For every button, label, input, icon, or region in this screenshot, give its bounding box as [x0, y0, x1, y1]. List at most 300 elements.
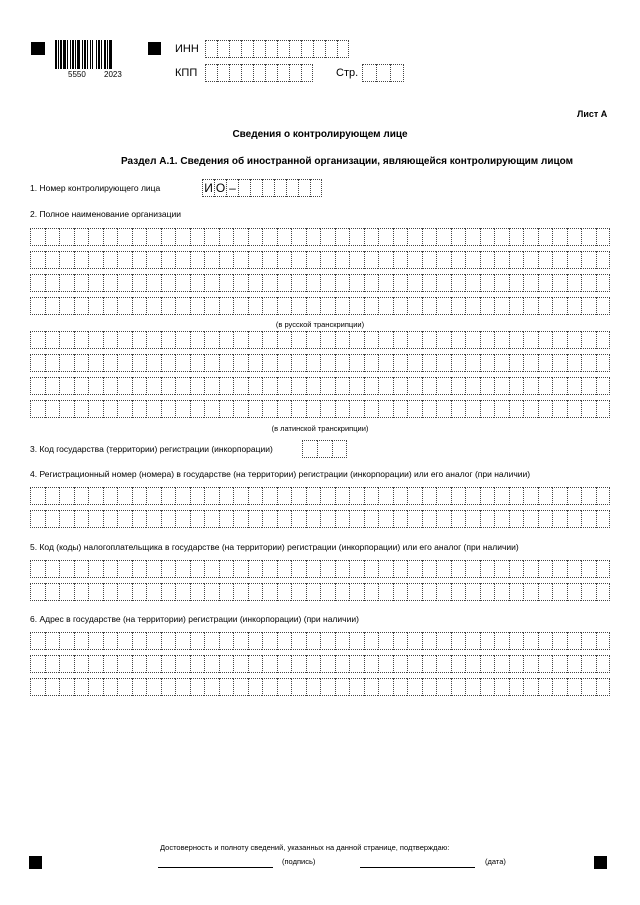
input-cell[interactable] [335, 297, 350, 315]
input-cell[interactable] [262, 179, 274, 197]
input-cell[interactable] [277, 632, 292, 650]
input-cell[interactable] [219, 487, 234, 505]
input-cell[interactable] [190, 655, 205, 673]
input-cell[interactable] [291, 228, 306, 246]
input-cell[interactable] [349, 377, 364, 395]
input-cell[interactable] [219, 354, 234, 372]
input-cell[interactable] [132, 331, 147, 349]
input-cell[interactable] [248, 560, 263, 578]
input-cell[interactable] [596, 228, 611, 246]
input-cell[interactable] [523, 228, 538, 246]
input-cell[interactable] [422, 560, 437, 578]
input-cell[interactable] [306, 400, 321, 418]
input-cell[interactable] [175, 354, 190, 372]
input-cell[interactable] [436, 583, 451, 601]
input-cell[interactable] [117, 560, 132, 578]
input-cell[interactable] [103, 655, 118, 673]
input-cell[interactable] [248, 297, 263, 315]
input-cell[interactable] [596, 354, 611, 372]
input-cell[interactable] [233, 228, 248, 246]
input-cell[interactable] [320, 678, 335, 696]
input-cell[interactable] [320, 632, 335, 650]
input-cell[interactable] [349, 331, 364, 349]
input-cell[interactable] [204, 655, 219, 673]
input-cell[interactable] [378, 632, 393, 650]
input-cell[interactable] [335, 583, 350, 601]
input-cell[interactable] [30, 354, 45, 372]
input-cell[interactable] [335, 354, 350, 372]
input-cell[interactable] [581, 377, 596, 395]
input-cell[interactable] [480, 354, 495, 372]
input-cell[interactable] [306, 228, 321, 246]
input-cell[interactable] [233, 583, 248, 601]
input-cell[interactable] [465, 678, 480, 696]
input-cell[interactable] [30, 632, 45, 650]
input-cell[interactable] [451, 400, 466, 418]
input-cell[interactable] [335, 400, 350, 418]
input-cell[interactable] [45, 331, 60, 349]
input-cell[interactable] [248, 510, 263, 528]
input-cell[interactable] [132, 354, 147, 372]
input-cell[interactable] [523, 354, 538, 372]
input-cell[interactable] [233, 632, 248, 650]
input-cell[interactable] [451, 251, 466, 269]
input-cell[interactable] [175, 297, 190, 315]
input-cell[interactable] [393, 560, 408, 578]
input-cell[interactable] [45, 487, 60, 505]
input-cell[interactable] [509, 632, 524, 650]
input-cell[interactable] [364, 655, 379, 673]
input-cell[interactable] [320, 297, 335, 315]
grid-row[interactable] [30, 583, 610, 601]
input-cell[interactable] [480, 377, 495, 395]
input-cell[interactable] [320, 228, 335, 246]
input-cell[interactable] [291, 400, 306, 418]
input-cell[interactable] [250, 179, 262, 197]
input-cell[interactable] [552, 583, 567, 601]
input-cell[interactable] [581, 251, 596, 269]
input-cell[interactable] [45, 655, 60, 673]
input-cell[interactable] [436, 297, 451, 315]
input-cell[interactable] [407, 377, 422, 395]
input-cell[interactable] [494, 251, 509, 269]
input-cell[interactable] [229, 40, 241, 58]
input-cell[interactable] [262, 377, 277, 395]
input-cell[interactable] [219, 510, 234, 528]
input-cell[interactable] [494, 678, 509, 696]
input-cell[interactable] [364, 297, 379, 315]
input-cell[interactable] [74, 655, 89, 673]
input-cell[interactable] [291, 251, 306, 269]
input-cell[interactable] [567, 655, 582, 673]
input-cell[interactable] [306, 377, 321, 395]
input-cell[interactable] [233, 377, 248, 395]
input-cell[interactable] [422, 297, 437, 315]
input-cell[interactable] [538, 228, 553, 246]
input-cell[interactable] [422, 377, 437, 395]
input-cell[interactable] [436, 354, 451, 372]
input-cell[interactable] [74, 560, 89, 578]
input-cell[interactable] [436, 400, 451, 418]
input-cell[interactable] [390, 64, 404, 82]
input-cell[interactable] [581, 655, 596, 673]
input-cell[interactable] [306, 274, 321, 292]
input-cell[interactable] [146, 331, 161, 349]
input-cell[interactable] [132, 583, 147, 601]
input-cell[interactable] [494, 560, 509, 578]
input-cell[interactable] [465, 632, 480, 650]
input-cell[interactable] [523, 297, 538, 315]
input-cell[interactable] [219, 632, 234, 650]
input-cell[interactable] [175, 331, 190, 349]
input-cell[interactable] [567, 377, 582, 395]
input-cell[interactable] [349, 297, 364, 315]
grid-row[interactable] [30, 274, 610, 292]
input-cell[interactable] [30, 560, 45, 578]
input-cell[interactable] [248, 487, 263, 505]
grid-row[interactable] [30, 251, 610, 269]
input-cell[interactable] [538, 632, 553, 650]
input-cell[interactable] [190, 510, 205, 528]
input-cell[interactable] [117, 583, 132, 601]
input-cell[interactable] [364, 251, 379, 269]
input-cell[interactable] [581, 274, 596, 292]
input-cell[interactable] [393, 632, 408, 650]
input-cell[interactable] [262, 487, 277, 505]
input-cell[interactable] [436, 487, 451, 505]
input-cell[interactable] [436, 377, 451, 395]
input-cell[interactable] [103, 632, 118, 650]
input-cell[interactable] [277, 274, 292, 292]
input-cell[interactable] [538, 678, 553, 696]
input-cell[interactable] [45, 297, 60, 315]
input-cell[interactable] [552, 297, 567, 315]
input-cell[interactable] [480, 678, 495, 696]
input-cell[interactable] [146, 487, 161, 505]
grid-row[interactable] [30, 560, 610, 578]
input-cell[interactable] [335, 560, 350, 578]
input-cell[interactable] [436, 274, 451, 292]
input-cell[interactable] [132, 251, 147, 269]
input-cell[interactable] [175, 487, 190, 505]
input-cell[interactable] [146, 583, 161, 601]
input-cell[interactable] [552, 487, 567, 505]
input-cell[interactable] [436, 228, 451, 246]
input-cell[interactable] [262, 510, 277, 528]
input-cell[interactable] [509, 560, 524, 578]
input-cell[interactable] [378, 583, 393, 601]
input-cell[interactable] [349, 487, 364, 505]
input-cell[interactable] [523, 510, 538, 528]
input-cell[interactable] [538, 655, 553, 673]
input-cell[interactable] [552, 331, 567, 349]
input-cell[interactable] [161, 331, 176, 349]
input-cell[interactable] [465, 274, 480, 292]
input-cell[interactable] [59, 354, 74, 372]
input-cell[interactable] [378, 655, 393, 673]
input-cell[interactable] [274, 179, 286, 197]
input-cell[interactable] [407, 331, 422, 349]
input-cell[interactable] [291, 510, 306, 528]
input-cell[interactable] [248, 228, 263, 246]
input-cell[interactable] [436, 251, 451, 269]
input-cell[interactable] [161, 400, 176, 418]
input-cell[interactable] [451, 632, 466, 650]
input-cell[interactable] [289, 64, 301, 82]
input-cell[interactable] [538, 377, 553, 395]
input-cell[interactable] [103, 297, 118, 315]
input-cell[interactable] [204, 297, 219, 315]
input-cell[interactable] [190, 297, 205, 315]
input-cell[interactable] [190, 274, 205, 292]
input-cell[interactable] [88, 678, 103, 696]
input-cell[interactable] [219, 678, 234, 696]
input-cell[interactable] [30, 297, 45, 315]
grid-row[interactable] [30, 228, 610, 246]
input-cell[interactable] [161, 678, 176, 696]
input-cell[interactable] [161, 228, 176, 246]
input-cell[interactable] [74, 487, 89, 505]
input-cell[interactable] [291, 331, 306, 349]
input-cell[interactable] [190, 560, 205, 578]
input-cell[interactable] [103, 331, 118, 349]
input-cell[interactable] [552, 377, 567, 395]
input-cell[interactable] [306, 510, 321, 528]
input-cell[interactable] [146, 228, 161, 246]
input-cell[interactable] [175, 377, 190, 395]
input-cell[interactable] [349, 583, 364, 601]
input-cell[interactable] [393, 377, 408, 395]
input-cell[interactable] [509, 297, 524, 315]
input-cell[interactable] [523, 655, 538, 673]
input-cell[interactable] [277, 583, 292, 601]
input-cell[interactable] [465, 400, 480, 418]
grid-row[interactable] [30, 632, 610, 650]
input-cell[interactable] [335, 632, 350, 650]
input-cell[interactable] [422, 274, 437, 292]
input-cell[interactable] [567, 632, 582, 650]
input-cell[interactable] [59, 632, 74, 650]
input-cell[interactable] [219, 377, 234, 395]
input-cell[interactable] [320, 274, 335, 292]
input-cell[interactable] [248, 583, 263, 601]
input-cell[interactable] [378, 560, 393, 578]
input-cell[interactable] [436, 655, 451, 673]
input-cell[interactable] [117, 655, 132, 673]
input-cell[interactable] [204, 251, 219, 269]
input-cell[interactable] [103, 400, 118, 418]
input-cell[interactable] [248, 655, 263, 673]
input-cell[interactable] [509, 678, 524, 696]
input-cell[interactable] [422, 510, 437, 528]
input-cell[interactable] [219, 297, 234, 315]
input-cell[interactable] [480, 632, 495, 650]
input-cell[interactable] [538, 560, 553, 578]
input-cell[interactable] [480, 560, 495, 578]
input-cell[interactable] [581, 632, 596, 650]
input-cell[interactable] [378, 678, 393, 696]
input-cell[interactable] [30, 655, 45, 673]
input-cell[interactable] [146, 632, 161, 650]
input-cell[interactable] [596, 297, 611, 315]
input-cell[interactable] [364, 400, 379, 418]
input-cell[interactable] [103, 354, 118, 372]
input-cell[interactable] [190, 354, 205, 372]
input-cell[interactable] [465, 510, 480, 528]
input-cell[interactable] [205, 40, 217, 58]
date-line[interactable] [360, 867, 475, 868]
input-cell[interactable] [161, 655, 176, 673]
input-cell[interactable] [291, 377, 306, 395]
input-cell[interactable] [378, 487, 393, 505]
input-cell[interactable] [74, 510, 89, 528]
input-cell[interactable] [219, 583, 234, 601]
input-cell[interactable] [523, 487, 538, 505]
input-cell[interactable] [74, 331, 89, 349]
input-cell[interactable] [494, 331, 509, 349]
input-cell[interactable] [407, 632, 422, 650]
input-cell[interactable] [277, 297, 292, 315]
grid-row[interactable] [30, 487, 610, 505]
input-cell[interactable] [480, 251, 495, 269]
input-cell[interactable] [349, 400, 364, 418]
input-cell[interactable] [265, 40, 277, 58]
input-cell[interactable] [596, 274, 611, 292]
input-cell[interactable] [407, 400, 422, 418]
input-cell[interactable] [349, 632, 364, 650]
input-cell[interactable] [552, 510, 567, 528]
input-cell[interactable] [233, 487, 248, 505]
input-cell[interactable] [567, 331, 582, 349]
input-cell[interactable] [422, 487, 437, 505]
input-cell[interactable] [277, 487, 292, 505]
input-cell[interactable] [480, 400, 495, 418]
input-cell[interactable] [248, 400, 263, 418]
input-cell[interactable] [88, 487, 103, 505]
input-cell[interactable] [74, 228, 89, 246]
input-cell[interactable] [291, 655, 306, 673]
input-cell[interactable] [30, 400, 45, 418]
input-cell[interactable] [494, 510, 509, 528]
input-cell[interactable] [349, 678, 364, 696]
input-cell[interactable] [337, 40, 349, 58]
input-cell[interactable] [301, 64, 313, 82]
input-cell[interactable] [538, 274, 553, 292]
input-cell[interactable] [204, 274, 219, 292]
input-cell[interactable] [320, 251, 335, 269]
input-cell[interactable] [291, 487, 306, 505]
input-cell[interactable] [74, 251, 89, 269]
input-cell[interactable] [320, 487, 335, 505]
input-cell[interactable] [451, 377, 466, 395]
input-cell[interactable] [204, 331, 219, 349]
input-cell[interactable] [465, 251, 480, 269]
input-cell[interactable] [175, 678, 190, 696]
input-cell[interactable] [436, 510, 451, 528]
input-cell[interactable] [204, 560, 219, 578]
input-cell[interactable] [436, 560, 451, 578]
input-cell[interactable] [219, 228, 234, 246]
input-cell[interactable] [306, 487, 321, 505]
input-cell[interactable] [306, 354, 321, 372]
input-cell[interactable] [364, 354, 379, 372]
input-cell[interactable] [494, 583, 509, 601]
grid-row[interactable] [30, 297, 610, 315]
input-cell[interactable] [581, 228, 596, 246]
input-cell[interactable] [378, 251, 393, 269]
input-cell[interactable] [480, 655, 495, 673]
input-cell[interactable] [436, 331, 451, 349]
input-cell[interactable] [407, 583, 422, 601]
input-cell[interactable] [596, 331, 611, 349]
input-cell[interactable] [320, 354, 335, 372]
input-cell[interactable] [349, 274, 364, 292]
input-cell[interactable] [393, 228, 408, 246]
input-cell[interactable] [132, 678, 147, 696]
input-cell[interactable] [190, 377, 205, 395]
input-cell[interactable] [103, 377, 118, 395]
input-cell[interactable] [233, 400, 248, 418]
input-cell[interactable] [190, 632, 205, 650]
input-cell[interactable] [378, 354, 393, 372]
input-cell[interactable] [175, 632, 190, 650]
input-cell[interactable] [74, 400, 89, 418]
input-cell[interactable] [30, 487, 45, 505]
input-cell[interactable] [393, 251, 408, 269]
input-cell[interactable] [175, 251, 190, 269]
input-cell[interactable] [214, 179, 226, 197]
input-cell[interactable] [364, 487, 379, 505]
input-cell[interactable] [378, 274, 393, 292]
input-cell[interactable] [132, 377, 147, 395]
input-cell[interactable] [190, 400, 205, 418]
input-cell[interactable] [335, 251, 350, 269]
input-cell[interactable] [335, 655, 350, 673]
input-cell[interactable] [393, 354, 408, 372]
input-cell[interactable] [407, 274, 422, 292]
input-cell[interactable] [509, 274, 524, 292]
input-cell[interactable] [117, 400, 132, 418]
input-cell[interactable] [59, 583, 74, 601]
input-cell[interactable] [45, 274, 60, 292]
input-cell[interactable] [494, 400, 509, 418]
input-cell[interactable] [393, 678, 408, 696]
input-cell[interactable] [291, 678, 306, 696]
input-cell[interactable] [335, 510, 350, 528]
input-cell[interactable] [306, 297, 321, 315]
input-cell[interactable] [523, 400, 538, 418]
input-cell[interactable] [117, 487, 132, 505]
input-cell[interactable] [233, 331, 248, 349]
input-cell[interactable] [422, 400, 437, 418]
input-cell[interactable] [30, 228, 45, 246]
input-cell[interactable] [523, 583, 538, 601]
input-cell[interactable] [45, 354, 60, 372]
input-cell[interactable] [320, 655, 335, 673]
controlling-person-number-field[interactable] [202, 179, 322, 197]
kpp-field[interactable] [205, 64, 313, 82]
input-cell[interactable] [277, 655, 292, 673]
input-cell[interactable] [175, 510, 190, 528]
input-cell[interactable] [567, 583, 582, 601]
grid-row[interactable] [30, 510, 610, 528]
input-cell[interactable] [335, 228, 350, 246]
input-cell[interactable] [103, 251, 118, 269]
input-cell[interactable] [581, 678, 596, 696]
input-cell[interactable] [277, 400, 292, 418]
input-cell[interactable] [436, 678, 451, 696]
input-cell[interactable] [364, 274, 379, 292]
